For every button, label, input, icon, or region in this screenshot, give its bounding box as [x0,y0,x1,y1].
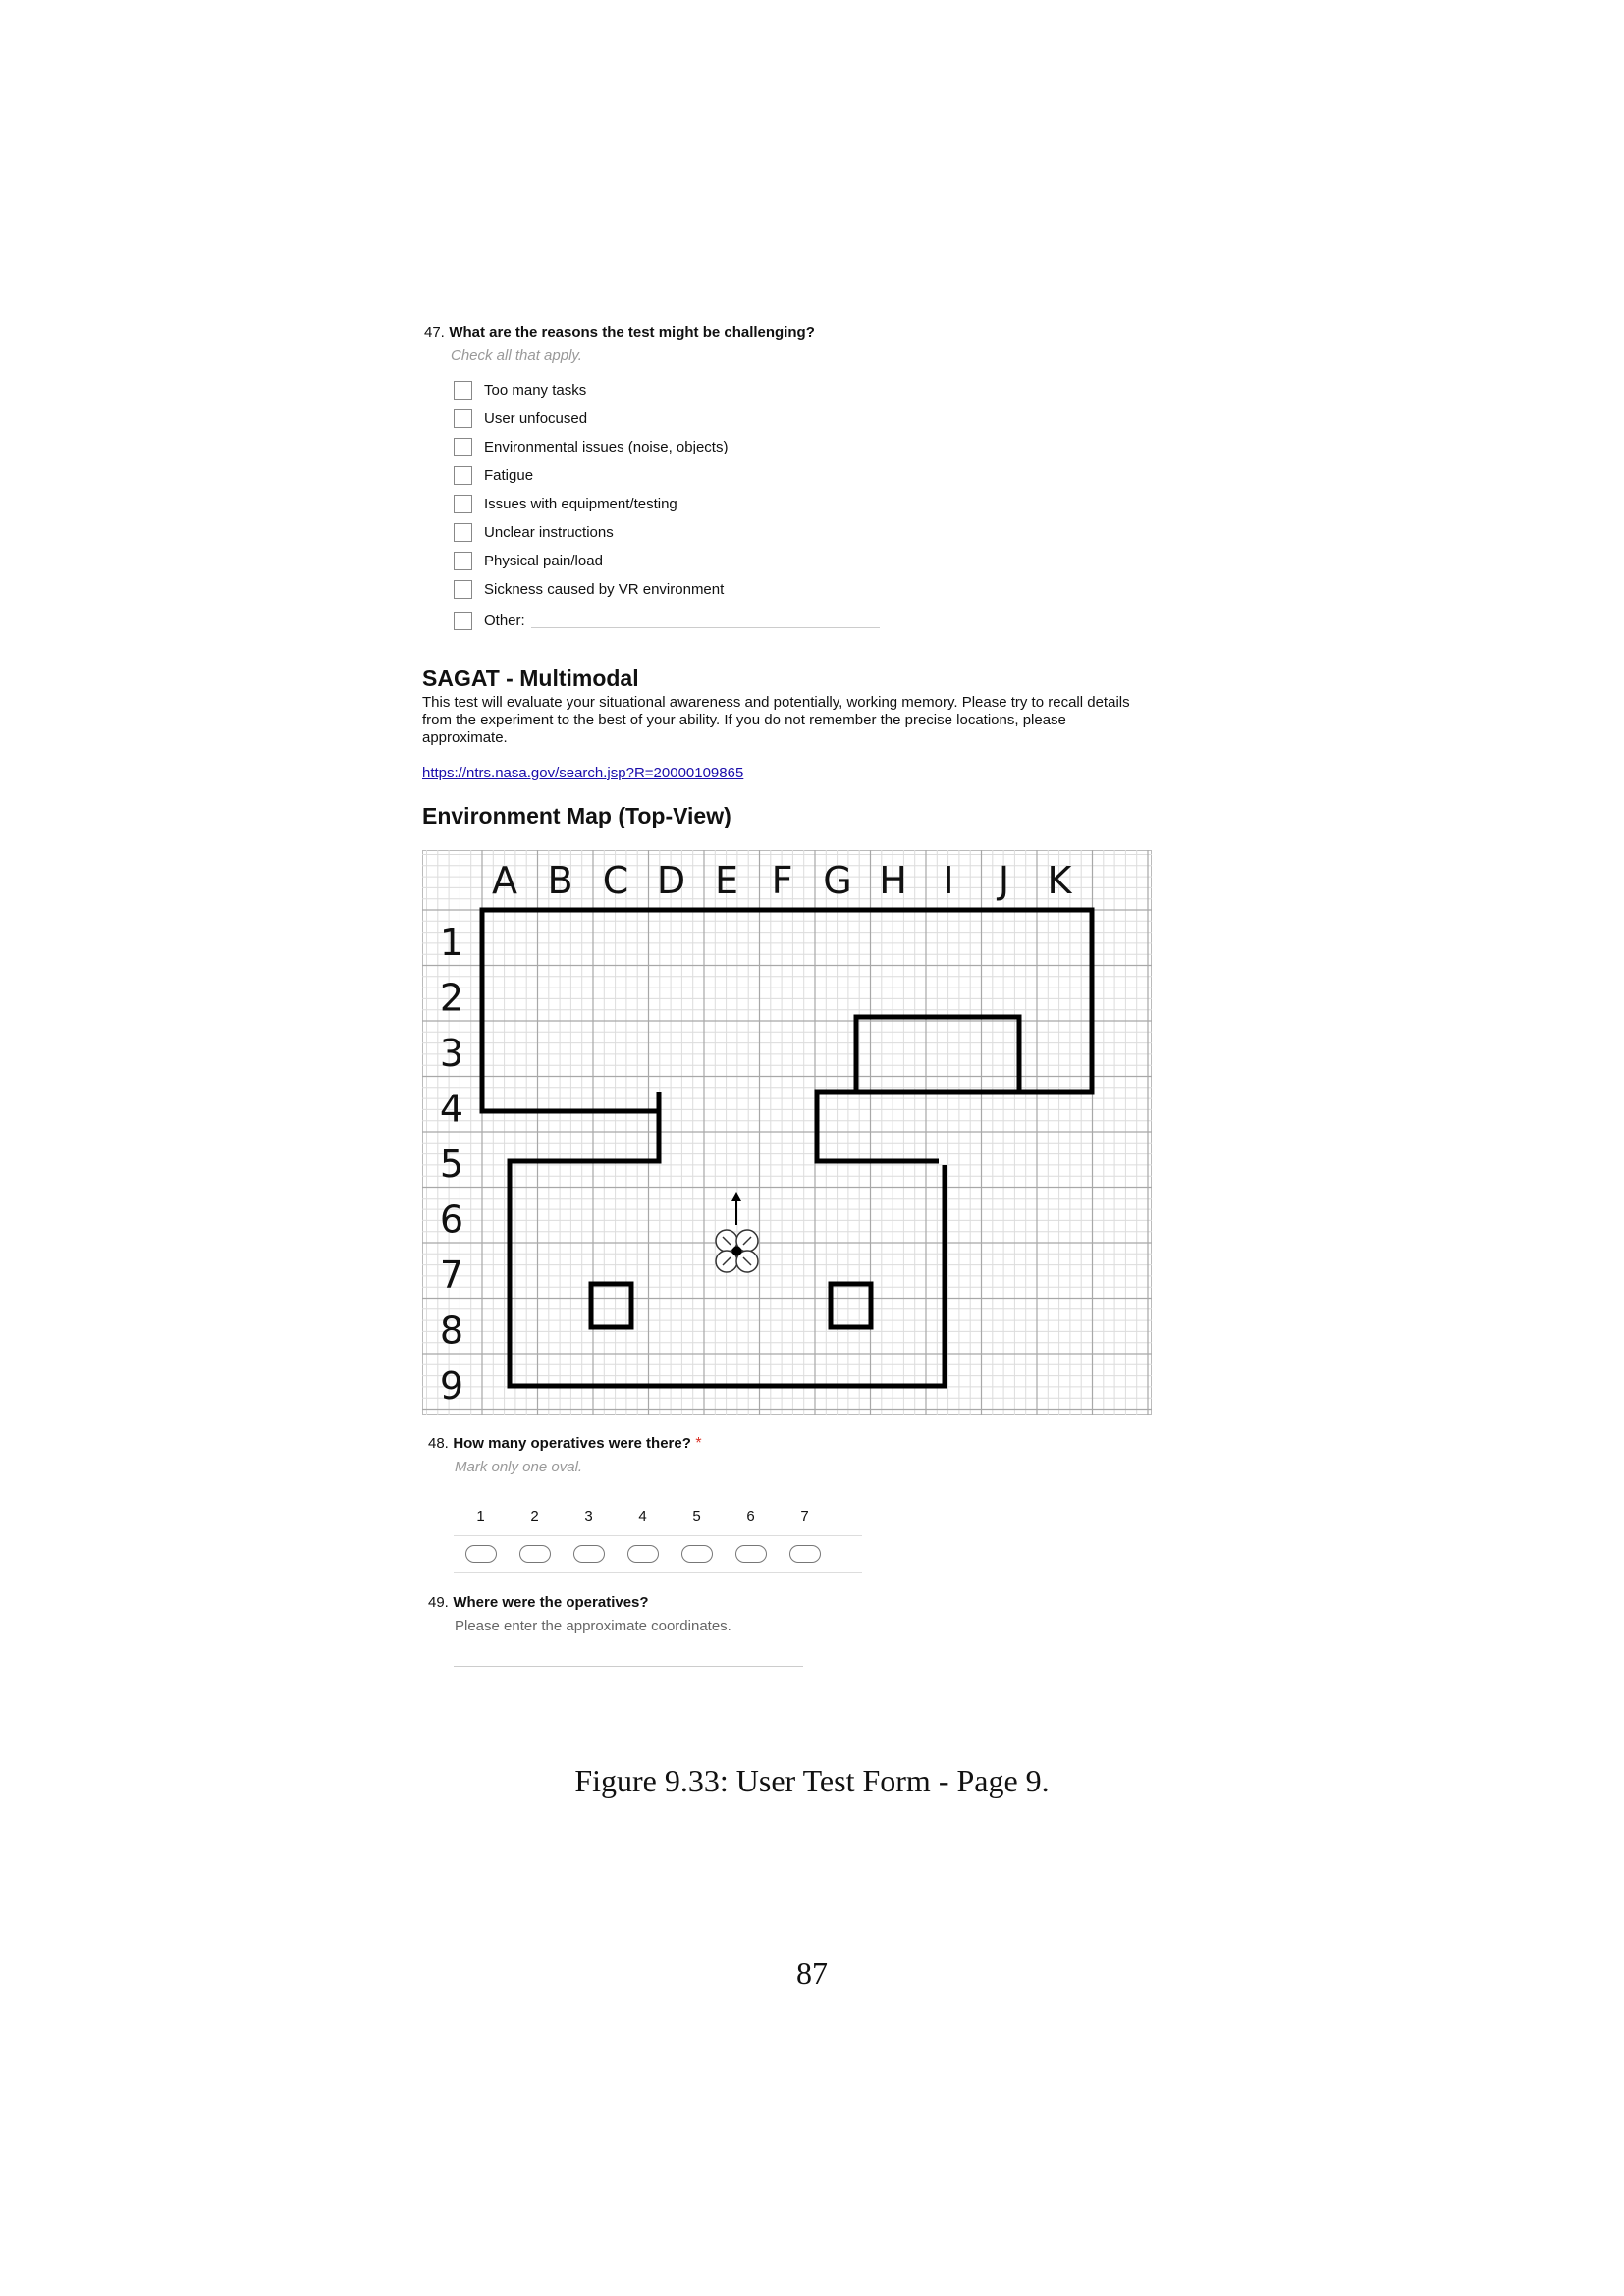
checkbox[interactable] [454,580,472,599]
radio-oval-6[interactable] [735,1545,767,1563]
checkbox-option[interactable] [454,518,895,547]
column-label: E [714,859,739,902]
checkbox-option[interactable] [454,433,895,461]
checkbox[interactable] [454,612,472,630]
required-marker: * [695,1435,702,1452]
drone-body [732,1247,742,1256]
checkbox[interactable] [454,495,472,513]
radio-oval-3[interactable] [573,1545,605,1563]
question-title: What are the reasons the test might be challenging? [449,324,815,341]
checkbox[interactable] [454,466,472,485]
reference-link[interactable]: https://ntrs.nasa.gov/search.jsp?R=20000109865 [422,765,744,781]
environment-map [422,850,1152,1419]
question-hint: Mark only one oval. [455,1459,583,1475]
row-label: 4 [439,1087,464,1131]
question-47 [424,324,895,635]
row-label: 5 [439,1143,464,1186]
question-number: 48. [428,1435,449,1452]
checkbox-option[interactable] [454,404,895,433]
question-title: Where were the operatives? [453,1594,649,1611]
checkbox-label: User unfocused [484,410,588,427]
column-label: A [492,859,517,902]
checkbox-label: Physical pain/load [484,553,603,569]
checkbox-label: Unclear instructions [484,524,614,541]
column-label: H [879,859,907,902]
column-label: D [656,859,686,902]
checkbox[interactable] [454,381,472,400]
column-label: J [998,859,1010,902]
environment-map-grid [422,850,1152,1415]
question-hint: Check all that apply. [451,347,582,364]
checkbox-label: Too many tasks [484,382,587,399]
row-label: 1 [439,921,464,964]
radio-oval-7[interactable] [789,1545,821,1563]
question-49 [428,1594,919,1634]
checkbox-list [454,376,895,635]
scale-label: 2 [530,1507,539,1524]
scale-label: 3 [584,1507,593,1524]
section-sagat [422,666,1149,782]
question-hint: Please enter the approximate coordinates. [455,1618,731,1634]
checkbox-label: Other: [484,613,525,629]
row-label: 9 [439,1364,464,1408]
checkbox-option[interactable] [454,461,895,490]
question-48 [428,1435,919,1475]
row-label: 3 [439,1032,464,1075]
checkbox[interactable] [454,552,472,570]
radio-oval-5[interactable] [681,1545,713,1563]
column-label: F [771,859,793,902]
checkbox-option-other[interactable] [454,607,895,635]
checkbox-option[interactable] [454,490,895,518]
page-number: 87 [796,1955,828,1991]
linear-scale [454,1502,862,1573]
radio-oval-4[interactable] [627,1545,659,1563]
checkbox-label: Environmental issues (noise, objects) [484,439,729,455]
scale-label: 5 [692,1507,701,1524]
column-label: G [823,859,852,902]
scale-label: 7 [800,1507,809,1524]
row-label: 6 [439,1198,464,1242]
coordinates-input[interactable] [454,1666,803,1667]
row-label: 2 [439,976,464,1020]
scale-options [454,1535,862,1573]
checkbox-label: Fatigue [484,467,534,484]
map-title: Environment Map (Top-View) [422,803,731,828]
section-title: SAGAT - Multimodal [422,666,639,691]
checkbox-option[interactable] [454,376,895,404]
column-label: C [602,859,629,902]
checkbox[interactable] [454,438,472,456]
figure-caption: Figure 9.33: User Test Form - Page 9. [574,1763,1050,1798]
checkbox-option[interactable] [454,547,895,575]
scale-labels [454,1502,862,1529]
column-label: K [1047,859,1072,902]
section-description: This test will evaluate your situational awareness and potentially, working memory. Please try to recall details from the experiment to the best of your ability. If you do not remember the precise locations, please approximate. [422,694,1130,746]
row-label: 8 [439,1308,464,1353]
radio-oval-2[interactable] [519,1545,551,1563]
checkbox-label: Sickness caused by VR environment [484,581,725,598]
checkbox-option[interactable] [454,575,895,604]
question-title: How many operatives were there? [453,1435,691,1452]
question-number: 47. [424,324,445,341]
row-label: 7 [439,1254,464,1297]
checkbox[interactable] [454,409,472,428]
column-label: B [547,859,573,902]
scale-label: 6 [746,1507,755,1524]
row-labels [440,921,463,1408]
scale-label: 1 [476,1507,485,1524]
checkbox-label: Issues with equipment/testing [484,496,677,512]
scale-label: 4 [638,1507,647,1524]
other-text-input[interactable] [531,614,880,628]
column-label: I [943,859,954,902]
question-number: 49. [428,1594,449,1611]
checkbox[interactable] [454,523,472,542]
radio-oval-1[interactable] [465,1545,497,1563]
